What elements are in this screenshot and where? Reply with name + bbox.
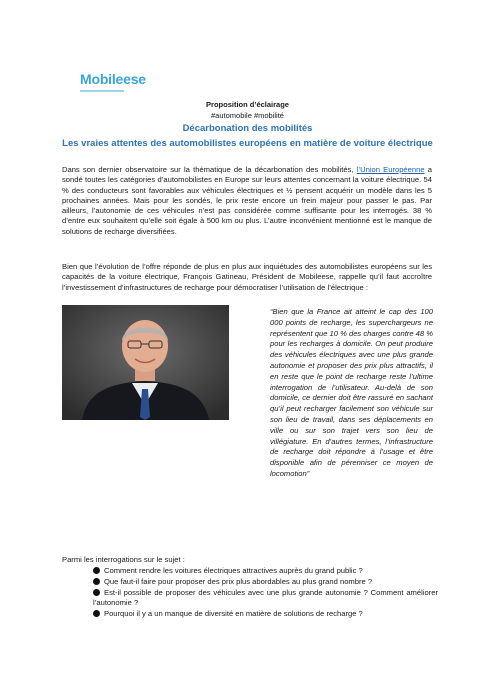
- paragraph-1-end: a sondé toutes les catégories d’automobilistes en Europe sur leurs attentes concernant la voiture électrique. 54 % des conducteurs sont favorables aux véhicules électriques et ½ pensent acquérir un modèle dans les 5 prochaines années. Mais pour les sondés, le prix reste encore un frein majeur pour passer le pas. Par ailleurs, l’autonomie de ces véhicules n’est pas considérée comme suffisante pour les interrogés. 38 % d’entre eux souhaitent qu’elle soit égale à 500 km ou plus. L’autre inconvénient mentionné est le manque de solutions de recharge diversifiées.: [62, 165, 432, 236]
- list-item: [93, 609, 438, 620]
- paragraph-1: [62, 165, 432, 237]
- title-line-2: Les vraies attentes des automobilistes européens en matière de voiture électrique: [62, 138, 433, 149]
- question-text: Comment rendre les voitures électriques attractives auprès du grand public ?: [104, 566, 363, 575]
- portrait-photo: [62, 305, 229, 420]
- list-item: [93, 577, 438, 588]
- paragraph-2: Bien que l’évolution de l’offre réponde de plus en plus aux inquiétudes des automobilistes européens sur les capacités de la voiture électrique, François Gatineau, Président de Mobileese, rappelle qu’il faut accroître l’investissement d’infrastructures de recharge pour démocratiser l’utilisation de l’électrique :: [62, 262, 432, 292]
- paragraph-1-start: Dans son dernier observatoire sur la thématique de la décarbonation des mobilités,: [62, 165, 357, 174]
- list-item: [93, 566, 438, 577]
- bullet-icon: [93, 589, 100, 596]
- questions-intro: Parmi les interrogations sur le sujet :: [62, 555, 185, 564]
- question-text: Pourquoi il y a un manque de diversité en matière de solutions de recharge ?: [104, 609, 363, 619]
- mobileese-logo: [80, 71, 146, 92]
- questions-list: [93, 566, 438, 620]
- union-europeenne-link[interactable]: l’Union Européenne: [356, 165, 425, 174]
- list-item: [93, 588, 438, 610]
- bullet-icon: [93, 578, 100, 585]
- bullet-icon: [93, 567, 100, 574]
- kicker: Proposition d’éclairage: [206, 100, 289, 109]
- ceo-quote: “Bien que la France ait atteint le cap des 100 000 points de recharge, les superchargeurs ne représentent que 10 % des charges contre 48 % pour les recharges à domicile. On peut produire des véhicules électriques avec une plus grande autonomie et proposer des prix plus attractifs, il en reste que le point de recharge reste l’ultime interrogation de l’utilisateur. Au-delà de son domicile, ce dernier doit être rassuré en sachant qu’il peut recharger facilement son véhicule sur son lieu de travail, dans ses déplacements en ville ou sur son trajet vers son lieu de villégiature. En d’autres termes, l’infrastructure de recharge doit répondre à l’usage et être disponible afin de pérenniser ce moyen de locomotion”: [270, 307, 433, 478]
- question-text: Que faut-il faire pour proposer des prix plus abordables au plus grand nombre ?: [104, 576, 373, 586]
- question-text: Est-il possible de proposer des véhicules avec une plus grande autonomie ? Comment améliorer l’autonomie ?: [93, 587, 438, 608]
- logo-text: Mobileese: [80, 71, 146, 87]
- title-line-1: Décarbonation des mobilités: [182, 123, 313, 134]
- hashtags: #automobile #mobilité: [211, 111, 284, 120]
- bullet-icon: [93, 610, 100, 617]
- logo-underline: [80, 90, 124, 92]
